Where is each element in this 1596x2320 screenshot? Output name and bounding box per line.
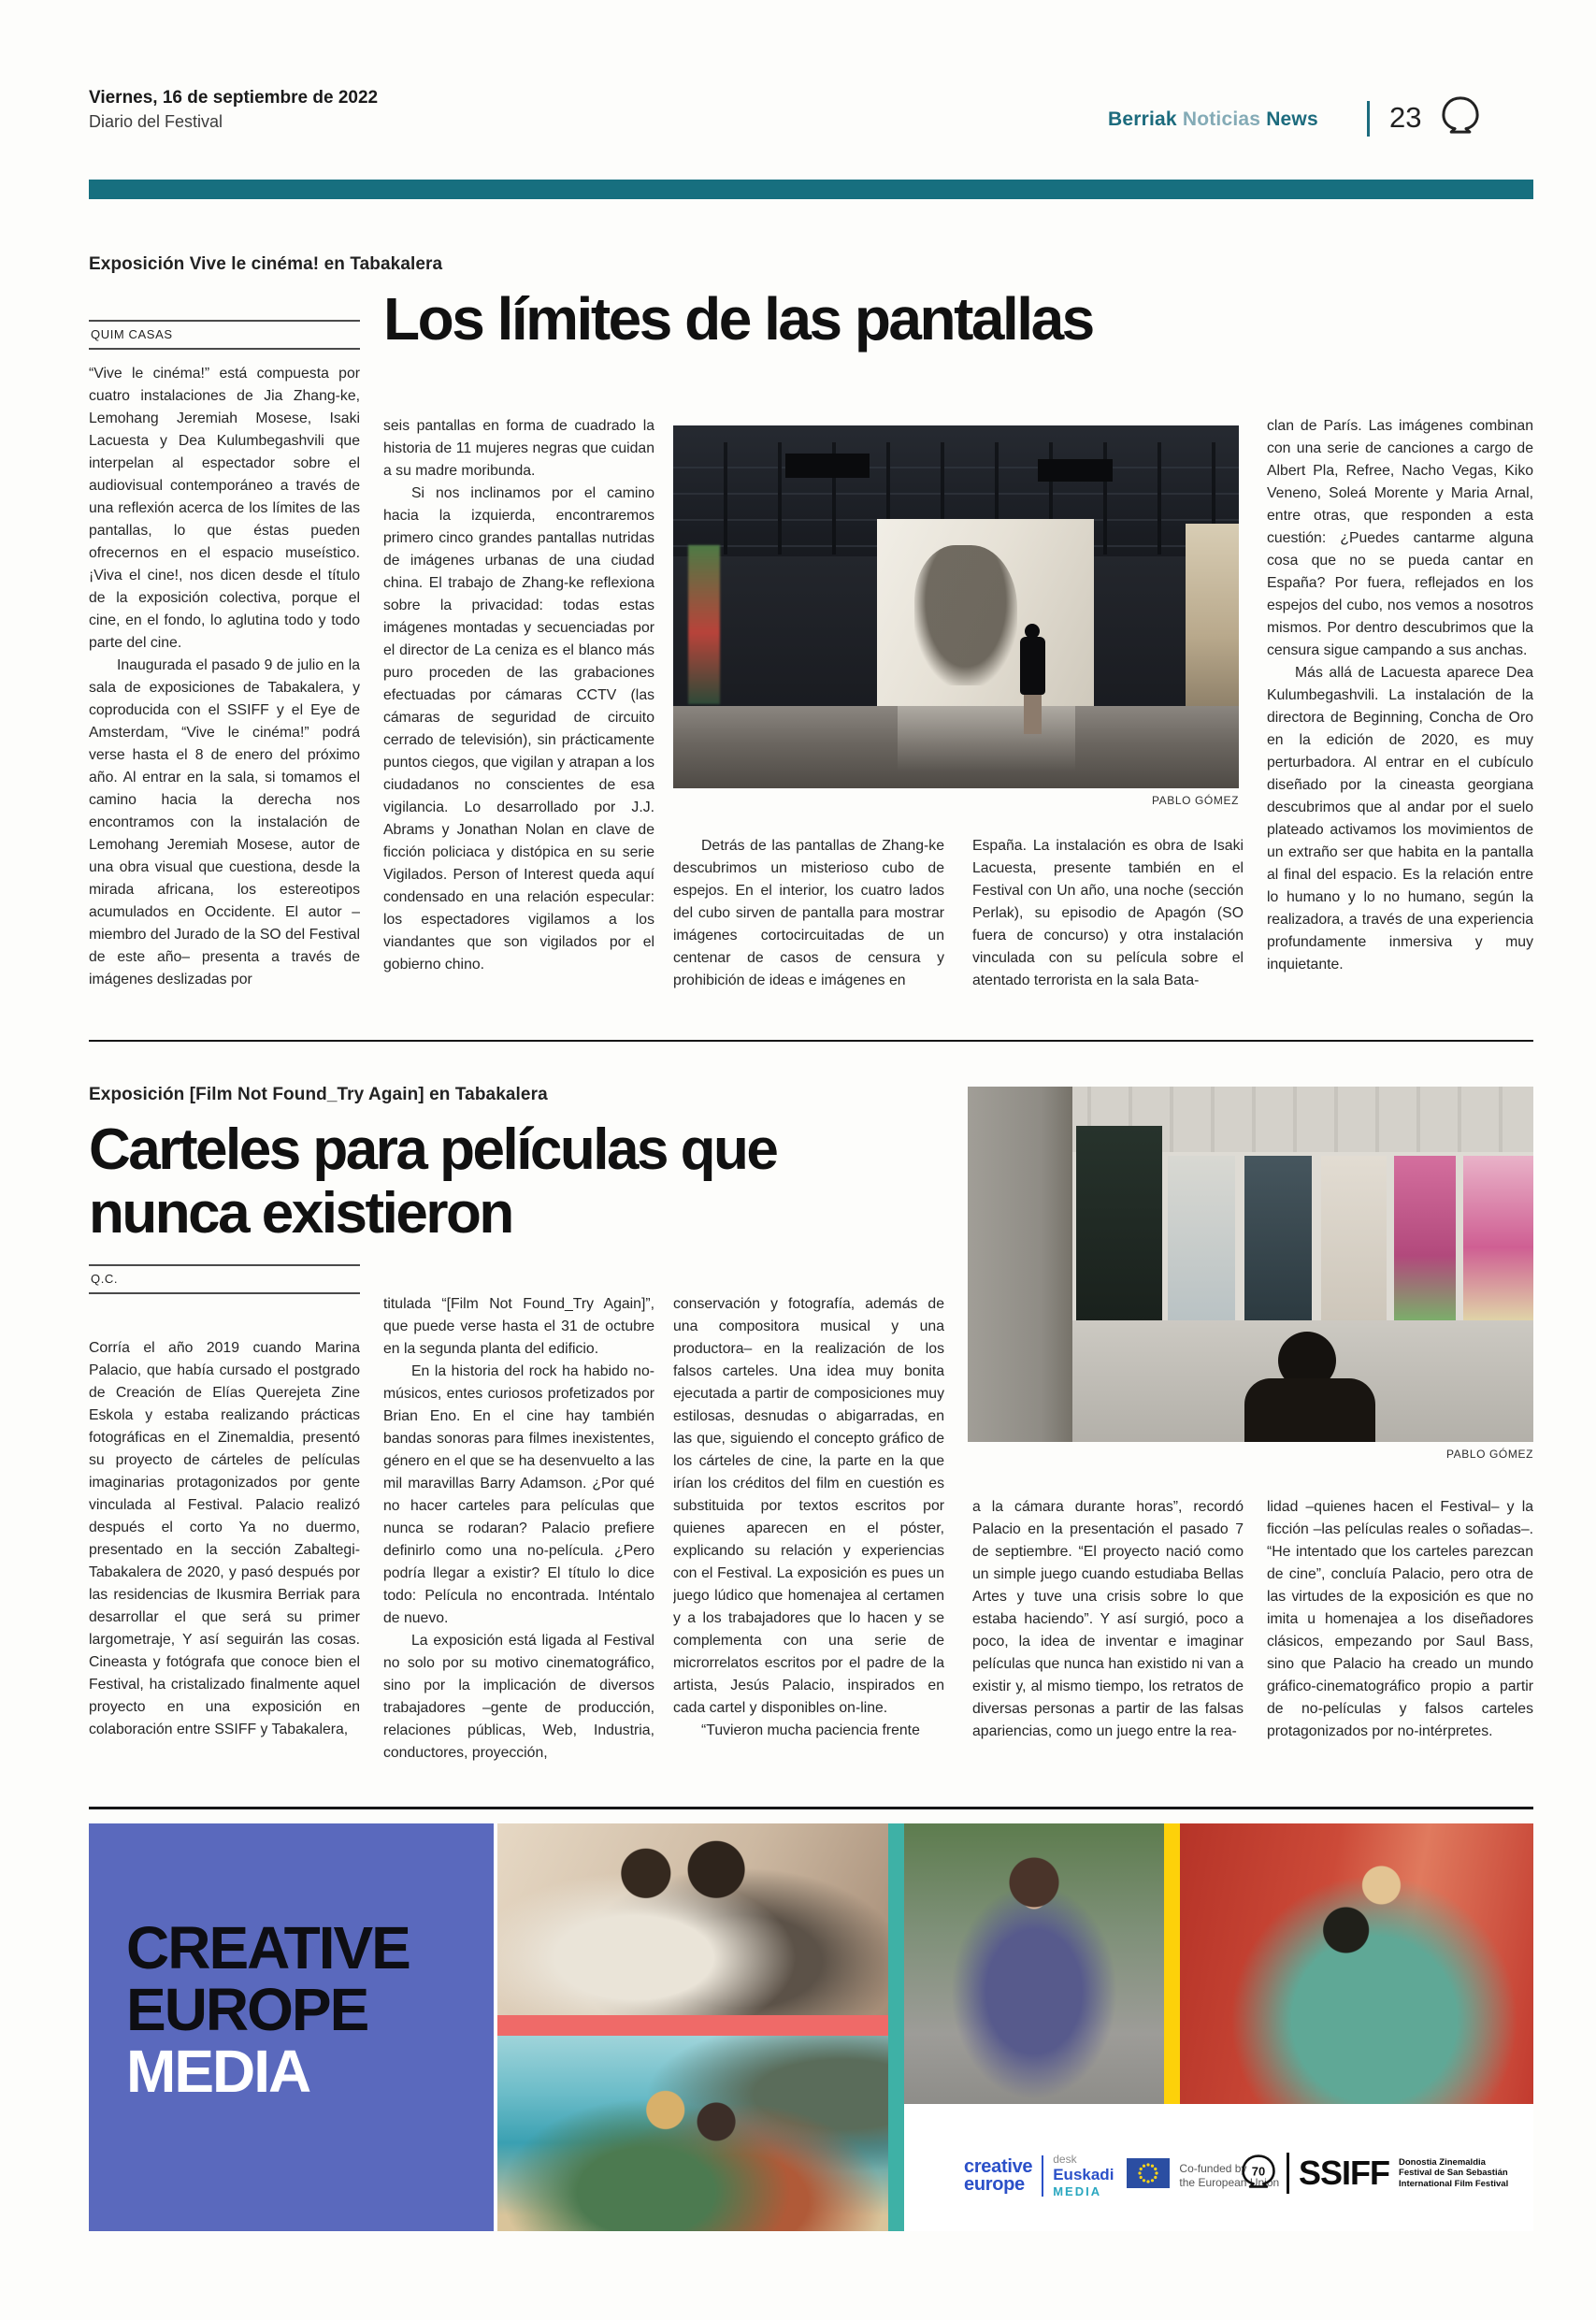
creative-europe-media-advert <box>89 1823 1533 2231</box>
ssiff-name-line2: Festival de San Sebastián <box>1399 2168 1508 2179</box>
article1-headline: Los límites de las pantallas <box>383 285 1093 353</box>
section-noticias: Noticias <box>1182 108 1261 130</box>
section-title <box>1108 108 1318 131</box>
photo2-poster-panel <box>1168 1156 1235 1322</box>
advert-film-still-period-dance <box>497 1823 888 2015</box>
article1-column-3: Detrás de las pantallas de Zhang-ke descubrimos un misterioso cubo de espejos. En el interior, los cuatro lados del cubo sirven de pantalla para mostrar imágenes cortocircuitadas de un centenar de casos de censura y prohibición de ideas e imágenes en <box>673 838 944 988</box>
article2-photo-poster-exhibition <box>968 1087 1533 1442</box>
photo2-poster-panel <box>1321 1156 1387 1322</box>
publication-name: Diario del Festival <box>89 112 223 131</box>
header-date: Viernes, 16 de septiembre de 2022 <box>89 88 379 108</box>
article2-column-1: Corría el año 2019 cuando Marina Palacio, que había cursado el postgrado de Creación de Elías Querejeta Zine Eskola y estaba realizando prácticas fotográficas en el Zinemaldia, presentó su proyecto de cárteles de películas imaginarias protagonizados por gente vinculada al Festival. Palacio realizó después el corto Ya no duermo, presentado en la sección Zabaltegi-Tabakalera de 2020, y pasó después por las residencias de Ikusmira Berriak para desarrollar el que será su primer largometraje, Y así seguirán las cosas. Cineasta y fotógrafa que conoce bien el Festival, ha cristalizado finalmente aquel proyecto en una exposición en colaboración entre SSIFF y Tabakalera, <box>89 1340 360 1737</box>
photo1-rig-light <box>785 454 870 478</box>
advert-film-still-red-room <box>1180 1823 1533 2104</box>
header-divider <box>1367 101 1370 137</box>
article1-column-1: “Vive le cinéma!” está compuesta por cuatro instalaciones de Jia Zhang-ke, Lemohang Jeremiah Mosese, Isaki Lacuesta y Dea Kulumbegashvili que interpelan al espectador sobre el audiovisual contemporáneo a través de una reflexión acerca de los límites de las pantallas, lo que éstas pueden ofrecernos en el espacio museístico. ¡Viva el cine!, nos dicen desde el título de la exposición colectiva, porque el cine, en el fondo, lo aglutina todo y todo parte del cine. Inaugurada el pasado 9 de julio en la sala de exposiciones de Tabakalera, y coproducida con el SSIFF y el Eye de Amsterdam, “Vive le cinéma!” podrá verse hasta el 8 de enero del próximo año. Al entrar en la sala, si tomamos el camino hacia la derecha nos encontramos con la instalación de Lemohang Jeremiah Mosese, autor de una obra visual que cuestiona, desde la mirada africana, los estereotipos acumulados en Occidente. El autor –miembro del Jurado de la SO del Festival de este año– presenta a través de imágenes deslizadas por <box>89 366 360 987</box>
page-number: 23 <box>1389 101 1422 134</box>
ssiff-name-line1: Donostia Zinemaldia <box>1399 2156 1486 2168</box>
advert-red-strip <box>497 2015 888 2036</box>
creative-europe-line1: creative <box>964 2155 1033 2177</box>
article1-column-4: España. La instalación es obra de Isaki Lacuesta, presente también en el Festival con Un año, una noche (sección Perlak), su episodio de Apagón (SO fuera de concurso) y otra instalación vinculada con su película sobre el atentado terrorista en la sala Bata- <box>972 838 1244 988</box>
photo2-visitor-shoulders <box>1244 1378 1375 1442</box>
article2-column-5: lidad –quienes hacen el Festival– y la ficción –las películas reales o soñadas–. “He intentado que los carteles parezcan de cine”, concluía Palacio, pero otra de las virtudes de la exposición es que no imita u homenajea a los diseñadores clásicos, empezando por Saul Bass, sino que Palacio ha creado un mundo gráfico-cinematográfico propio a partir de no-películas y falsos carteles protagonizados por no-intérpretes. <box>1267 1499 1533 1739</box>
article1-byline: QUIM CASAS <box>89 320 360 350</box>
article2-photo-credit: PABLO GÓMEZ <box>1445 1448 1533 1461</box>
logo-separator <box>1042 2155 1043 2197</box>
media-label: MEDIA <box>1053 2184 1102 2198</box>
advert-yellow-strip <box>1164 1823 1180 2104</box>
cofunded-line1: Co-funded by <box>1179 2161 1247 2175</box>
photo1-visitor-body <box>1020 637 1045 695</box>
photo1-screen-silhouette <box>914 545 1017 685</box>
article2-kicker: Exposición [Film Not Found_Try Again] en Tabakalera <box>89 1085 548 1104</box>
photo2-poster-panel <box>1463 1156 1533 1322</box>
article2-byline: Q.C. <box>89 1264 360 1294</box>
photo1-side-screen-left <box>688 545 720 704</box>
article2-headline: Carteles para películas que nunca existieron <box>89 1117 777 1246</box>
advert-film-still-running-woman <box>904 1823 1164 2104</box>
photo2-poster-panel <box>1394 1156 1456 1322</box>
euskadi-label: Euskadi <box>1053 2166 1114 2183</box>
section-news: News <box>1266 108 1318 130</box>
article1-photo-credit: PABLO GÓMEZ <box>1151 794 1239 807</box>
photo1-rig-light <box>1038 459 1113 482</box>
article1-column-5: clan de París. Las imágenes combinan con una serie de canciones a cargo de Albert Pla, Refree, Nacho Vegas, Kiko Veneno, Soleá Morente y Maria Arnal, entre otras, que responden a esta cuestión: ¿Puedes cantarme alguna cosa que no se pueda cantar en España? Por fuera, reflejados en los espejos del cubo, nos vemos a nosotros mismos. Por dentro descubrimos que la censura sigue campando a sus anchas. Más allá de Lacuesta aparece Dea Kulumbegashvili. La instalación de la directora de Beginning, Concha de Oro en la edición de 2020, es muy perturbadora. Al entrar en el cubículo diseñado por la cineasta georgiana descubrimos que al andar por el suelo plateado activamos los movimientos de un extraño ser que habita en la pantalla al final del espacio. Es la relación entre lo humano y lo no humano, según la realizadora, a través de una experiencia profundamente inmersiva y muy inquietante. <box>1267 418 1533 973</box>
ssiff-name-line3: International Film Festival <box>1399 2178 1509 2189</box>
advert-title <box>126 1914 410 2105</box>
ssiff-shell-70-icon <box>1240 2154 1277 2194</box>
ssiff-logo <box>1240 2153 1508 2194</box>
article1-column-2: seis pantallas en forma de cuadrado la historia de 11 mujeres negras que cuidan a su madre moribunda. Si nos inclinamos por el camino hacia la izquierda, encontraremos primero cinco grandes pantallas nutridas de imágenes urbanas de una ciudad china. El trabajo de Zhang-ke reflexiona sobre la privacidad: todas estas imágenes montadas y secuenciadas por el director de La ceniza es el blanco más puro proceden de las grabaciones efectuadas por cámaras CCTV (las cámaras de seguridad de circuito cerrado de televisión), sin prácticamente puntos ciegos, que vigilan y atrapan a los ciudadanos no conscientes de esa vigilancia. Lo desarrollado por J.J. Abrams y Jonathan Nolan en clave de ficción policiaca y distópica en su serie Vigilados. Person of Interest queda aquí condensado en una relación especular: los espectadores vigilamos a los viandantes que son vigilados por el gobierno chino. <box>383 418 654 973</box>
advert-title-line1: CREATIVE <box>126 1914 410 1981</box>
photo1-visitor-legs <box>1024 695 1042 734</box>
photo1-side-screen-right <box>1186 524 1239 711</box>
advert-film-still-beach-couple <box>497 2036 888 2231</box>
masthead-teal-bar <box>89 180 1533 199</box>
desk-euskadi-media <box>1053 2153 1114 2198</box>
section-berriak: Berriak <box>1108 108 1177 130</box>
article2-column-2: titulada “[Film Not Found_Try Again]”, que puede verse hasta el 31 de octubre en la segunda planta del edificio. En la historia del rock ha habido no-músicos, entes curiosos profetizados por Brian Eno. En el cine hay también bandas sonoras para filmes inexistentes, género en el que se ha desenvuelto a las mil maravillas Barry Adamson. ¿Por qué no hacer carteles para películas que nunca se rodaran? Palacio prefiere definirlo como una no-película. ¿Pero podría llegar a existir? El título lo dice todo: Película no encontrada. Inténtalo de nuevo. La exposición está ligada al Festival no solo por su motivo cinematográfico, sino por la implicación de diversos trabajadores –gente de producción, relaciones públicas, Web, Industria, conductores, proyección, <box>383 1296 654 1761</box>
ssiff-logo-bar <box>1287 2153 1289 2194</box>
eu-flag-icon <box>1127 2158 1170 2193</box>
advert-teal-strip <box>888 1823 904 2231</box>
creative-europe-line2: europe <box>964 2173 1025 2195</box>
article2-column-4: a la cámara durante horas”, recordó Palacio en la presentación el pasado 7 de septiembre. “El proyecto nació como un simple juego cuando estudiaba Bellas Artes y tuve una crisis sobre lo que estaba haciendo”. Y así surgió, poco a poco, la idea de inventar e imaginar películas que nunca han existido ni van a existir y, al mismo tiempo, los retratos de diversas personas a partir de las falsas apariencias, como un juego entre la rea- <box>972 1499 1244 1739</box>
svg-text:70: 70 <box>1251 2164 1266 2179</box>
advert-title-line3: MEDIA <box>126 2038 310 2105</box>
article-divider-rule <box>89 1040 1533 1042</box>
ssiff-full-name <box>1399 2157 1508 2190</box>
article1-photo-exhibition-screens <box>673 425 1239 788</box>
festival-shell-icon <box>1440 95 1481 139</box>
creative-europe-wordmark <box>964 2155 1033 2195</box>
desk-label: desk <box>1053 2153 1077 2166</box>
advert-title-line2: EUROPE <box>126 1976 368 2043</box>
photo2-concrete-column <box>968 1087 1072 1442</box>
cofunded-line2: the European Union <box>1179 2175 1280 2189</box>
ssiff-acronym: SSIFF <box>1299 2154 1390 2192</box>
article2-column-3: conservación y fotografía, además de una compositora musical y una productora– en la realización de los falsos carteles. Una idea muy bonita ejecutada a partir de composiciones muy estilosas, desnudas o abigarradas, en las que, siguiendo el concepto gráfico de los cárteles de cine, la parte en la que irían los créditos del film en cuestión es substituida por textos escritos por quienes aparecen en el póster, explicando su relación y experiencias con el Festival. La exposición es pues un juego lúdico que homenajea al certamen y a los trabajadores que lo hacen y se complementa con una serie de microrrelatos escritos por el padre de la artista, Jesús Palacio, inspirados en cada cartel y disponibles on-line. “Tuvieron mucha paciencia frente <box>673 1296 944 1738</box>
photo2-poster-panel <box>1244 1156 1312 1322</box>
photo1-floor-reflection <box>898 706 1075 771</box>
advert-divider-rule <box>89 1807 1533 1809</box>
article1-kicker: Exposición Vive le cinéma! en Tabakalera <box>89 254 443 274</box>
